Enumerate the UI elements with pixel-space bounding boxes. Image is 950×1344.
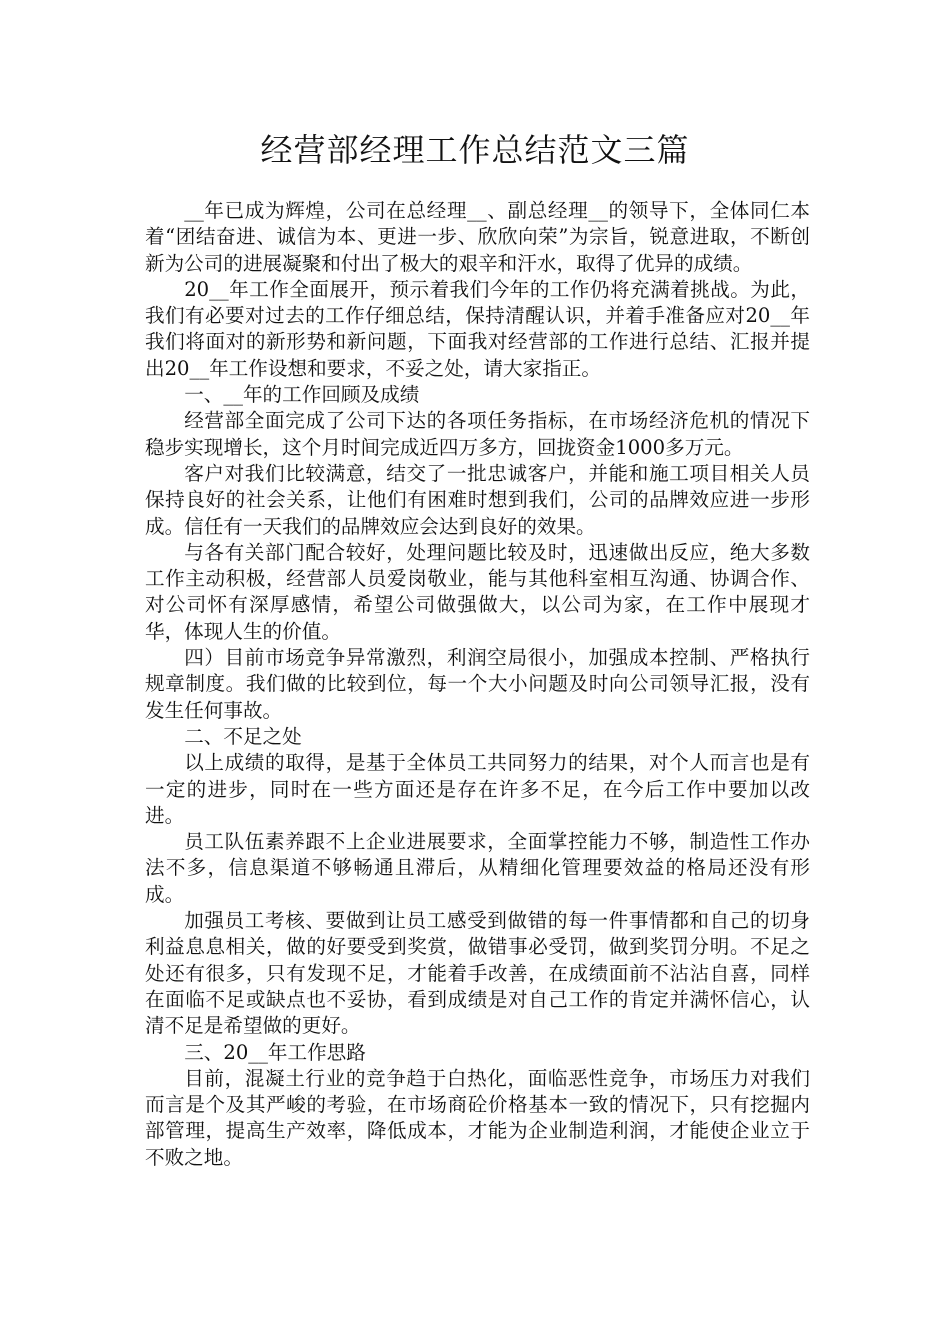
section-heading-plan: 三、20__年工作思路 <box>184 1040 366 1064</box>
section-heading-review: 一、__年的工作回顾及成绩 <box>184 383 420 407</box>
paragraph-review-2: 客户对我们比较满意，结交了一批忠诚客户，并能和施工项目相关人员保持良好的社会关系，让他们有困难时想到我们，公司的品牌效应进一步形成。信任有一天我们的品牌效应会达到良好的效果。 <box>145 461 810 538</box>
section-heading-shortcomings: 二、不足之处 <box>184 724 302 748</box>
paragraph-shortcomings-1: 以上成绩的取得，是基于全体员工共同努力的结果，对个人而言也是有一定的进步，同时在一些方面还是存在许多不足，在今后工作中要加以改进。 <box>145 751 810 827</box>
paragraph-review-1: 经营部全面完成了公司下达的各项任务指标，在市场经济危机的情况下稳步实现增长，这个月时间完成近四万多方，回拢资金1000多万元。 <box>145 409 810 459</box>
document-title: 经营部经理工作总结范文三篇 <box>260 131 690 169</box>
document-body <box>145 198 810 1171</box>
paragraph-shortcomings-2: 员工队伍素养跟不上企业进展要求，全面掌控能力不够，制造性工作办法不多，信息渠道不够畅通且滞后，从精细化管理要效益的格局还没有形成。 <box>145 830 810 906</box>
paragraph-review-3: 与各有关部门配合较好，处理问题比较及时，迅速做出反应，绝大多数工作主动积极，经营部人员爱岗敬业，能与其他科室相互沟通、协调合作、对公司怀有深厚感情，希望公司做强做大，以公司为家，在工作中展现才华，体现人生的价值。 <box>145 540 810 643</box>
paragraph-shortcomings-3: 加强员工考核、要做到让员工感受到做错的每一件事情都和自己的切身利益息息相关，做的好要受到奖赏，做错事必受罚，做到奖罚分明。不足之处还有很多，只有发现不足，才能着手改善，在成绩面前不沾沾自喜，同样在面临不足或缺点也不妥协，看到成绩是对自己工作的肯定并满怀信心，认清不足是希望做的更好。 <box>145 909 810 1038</box>
paragraph-plan-1: 目前，混凝土行业的竞争趋于白热化，面临恶性竞争，市场压力对我们而言是个及其严峻的考验，在市场商砼价格基本一致的情况下，只有挖掘内部管理，提高生产效率，降低成本，才能为企业制造利润，才能使企业立于不败之地。 <box>145 1066 810 1169</box>
paragraph-intro: __年已成为辉煌，公司在总经理__、副总经理__的领导下，全体同仁本着“团结奋进、诚信为本、更进一步、欣欣向荣”为宗旨，锐意进取，不断创新为公司的进展凝聚和付出了极大的艰辛和汗水，取得了优异的成绩。 <box>145 199 810 275</box>
paragraph-overview: 20__年工作全面展开，预示着我们今年的工作仍将充满着挑战。为此，我们有必要对过去的工作仔细总结，保持清醒认识，并着手准备应对20__年我们将面对的新形势和新问题，下面我对经营部的工作进行总结、汇报并提出20__年工作设想和要求，不妥之处，请大家指正。 <box>145 277 810 380</box>
paragraph-review-4: 四）目前市场竞争异常激烈，利润空局很小，加强成本控制、严格执行规章制度。我们做的比较到位，每一个大小问题及时向公司领导汇报，没有发生任何事故。 <box>145 646 810 722</box>
